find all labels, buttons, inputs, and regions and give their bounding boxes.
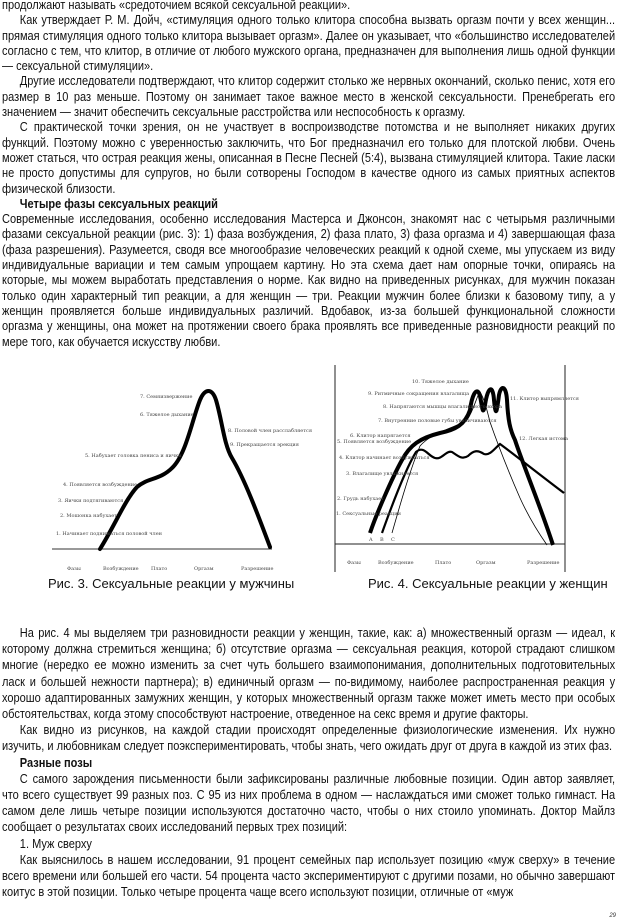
label: 3. Влагалище увлажняется xyxy=(346,471,419,477)
label: 5. Появляется возбуждение xyxy=(337,439,412,445)
phase-label: Фазы xyxy=(347,560,361,566)
label: 11. Клитор выпрямляется xyxy=(510,396,579,402)
paragraph: Современные исследования, особенно исследования Мастерса и Джонсон, знакомят нас с четырьмя различными фазами сексуальной реакции (рис. 3): 1) фаза возбуждения, 2) фаза плато, 3) фаза оргазма и 4) завершающая фаза (фаза разрешения). Разумеется, сводя все многообразие человеческих реакций к одной схеме, мы упускаем из виду индивидуальные вариации и тем самым упрощаем картину. Но эта схема дает нам опорные точки, опираясь на которые, мы можем выработать представления о норме. Как видно на приведенных рисунках, для мужчин показан только один характерный тип реакции, а для женщин — три. Реакции мужчин более близки к базовому типу, а у женщин проявляется больше индивидуальных различий. Вдобавок, из-за большей функциональной сложности оргазма у женщины, она может на протяжении своего брака проявлять все приведенные разновидности реакций по мере того, как обучается искусству любви. xyxy=(2,211,616,349)
label: 5. Набухает головка пениса и яички xyxy=(85,453,182,459)
figure-caption: Рис. 4. Сексуальные реакции у женщин xyxy=(368,576,608,591)
label: 1. Сексуальные реакции xyxy=(336,511,401,517)
curve-label: A xyxy=(369,537,373,543)
page-number: 29 xyxy=(609,913,616,919)
label: 2. Грудь набухает xyxy=(337,496,384,502)
figure-caption: Рис. 3. Сексуальные реакции у мужчины xyxy=(48,576,295,591)
label: 4. Клитор начинает возбуждаться xyxy=(339,455,430,461)
phase-label: Плато xyxy=(435,560,452,566)
phase-label: Плато xyxy=(151,566,168,572)
text-block-bottom xyxy=(2,625,615,900)
paragraph: Другие исследователи подтверждают, что клитор содержит столько же нервных окончаний, сколько пенис, хотя его размер в 10 раз меньше. Поэтому он занимает такое важное место в женской сексуальности. Пренебрегать его значением — значит обеспечить сексуальные расстройства или неспособность к оргазму. xyxy=(2,73,616,120)
phase-label: Разрешение xyxy=(527,560,560,566)
label: 9. Ритмичные сокращения влагалища xyxy=(368,391,470,397)
phase-label: Возбуждение xyxy=(103,566,139,572)
label: 8. Половой член расслабляется xyxy=(228,428,312,434)
label: 9. Прекращается эрекция xyxy=(230,442,299,448)
paragraph: Как выяснилось в нашем исследовании, 91 процент семейных пар использует позицию «муж сверху» в течение всего времени или большей его части. 54 процента часто экспериментируют с другими позами, но обычно завершают коитус в этой позиции. Только четыре процента чаще всего используют позиции, отличные от «муж xyxy=(2,851,616,900)
section-heading: Разные позы xyxy=(19,754,93,770)
label: 7. Внутренние половые губы увеличиваются xyxy=(378,418,497,424)
figure-3-men-response xyxy=(48,391,312,591)
label: 3. Яички подтягиваются xyxy=(58,498,124,504)
curve-label: C xyxy=(391,537,395,543)
label: 6. Клитор напрягается xyxy=(350,433,411,439)
phase-label: Возбуждение xyxy=(378,560,414,566)
phase-label: Оргазм xyxy=(194,566,214,572)
paragraph: С самого зарождения письменности были зафиксированы различные любовные позиции. Один автор заявляет, что всего существует 99 разных поз. С 95 из них проблема в одном — наслаждаться ими сможет только гимнаст. На самом деле лишь четыре позиции используются достаточно часто, чтобы о них стоило упоминать. Доктор Майлз сообщает о результатах своих исследований первых трех позиций: xyxy=(2,770,616,835)
list-item-heading: 1. Муж сверху xyxy=(19,835,92,851)
paragraph: На рис. 4 мы выделяем три разновидности реакции у женщин, такие, как: а) множественный оргазм — идеал, к которому должна стремиться женщина; б) отсутствие оргазма — сексуальная реакция, которой страдают слишком многие (нередко ее можно изменить за счет чуть большего взаимопонимания, дополнительных подготовительных ласк и большей нежности партнера); в) единичный оргазм — по-видимому, наиболее распространенная реакция у хорошо адаптированных замужних женщин, у которых множественный оргазм также может иметь место при особых обстоятельствах, когда этому способствуют настроение, отведенное на секс время и другие факторы. xyxy=(2,625,616,722)
phase-label: Фазы xyxy=(67,566,81,572)
phase-label: Разрешение xyxy=(241,566,274,572)
paragraph: С практической точки зрения, он не участвует в воспроизводстве потомства и не выполняет никаких других функций. Поэтому можно с уверенностью заключить, что Бог предназначил его только для плотской любви. Очень может статься, что острая реакция жены, описанная в Песне Песней (5:4), вызвана стимуляцией клитора. Такие ласки не просто допустимы для супругов, но были сотворены Господом в качестве одного из самых приятных аспектов физической близости. xyxy=(2,119,616,196)
figure-4-women-response xyxy=(335,365,608,591)
paragraph: Как видно из рисунков, на каждой стадии происходят определенные физиологические изменения. Их нужно изучить, и любовникам следует поэкспериментировать, чтобы знать, чего ожидать друг от друга в каждой из этих фаз. xyxy=(2,722,616,754)
label: 7. Семяизвержение xyxy=(140,394,193,400)
paragraph: продолжают называть «средоточием всякой сексуальной реакции». xyxy=(2,0,351,12)
label: 6. Тяжелое дыхание xyxy=(140,412,194,418)
label: 2. Мошонка набухает xyxy=(60,513,117,519)
section-heading: Четыре фазы сексуальных реакций xyxy=(19,195,218,211)
label: 4. Появляется возбуждение xyxy=(63,482,138,488)
label: 8. Напрягаются мышцы влагалищного входа xyxy=(383,404,502,410)
label: 1. Начинает подниматься половой член xyxy=(56,531,163,537)
label: 12. Легкая истома xyxy=(519,436,568,442)
text-block-top xyxy=(2,0,615,349)
phase-label: Оргазм xyxy=(476,560,496,566)
paragraph: Как утверждает Р. М. Дойч, «стимуляция одного только клитора способна вызвать оргазм почти у всех женщин... прямая стимуляция одного только клитора вызывает оргазм». Далее он указывает, что «большинство исследователей согласно с тем, что клитор, в отличие от любого мужского органа, предназначен для выполнения лишь одной функции — сексуальной стимуляции». xyxy=(2,12,616,74)
curve-a xyxy=(370,388,553,545)
label: 10. Тяжелое дыхание xyxy=(412,379,469,385)
curve-label: B xyxy=(380,537,384,543)
figures xyxy=(0,365,620,600)
